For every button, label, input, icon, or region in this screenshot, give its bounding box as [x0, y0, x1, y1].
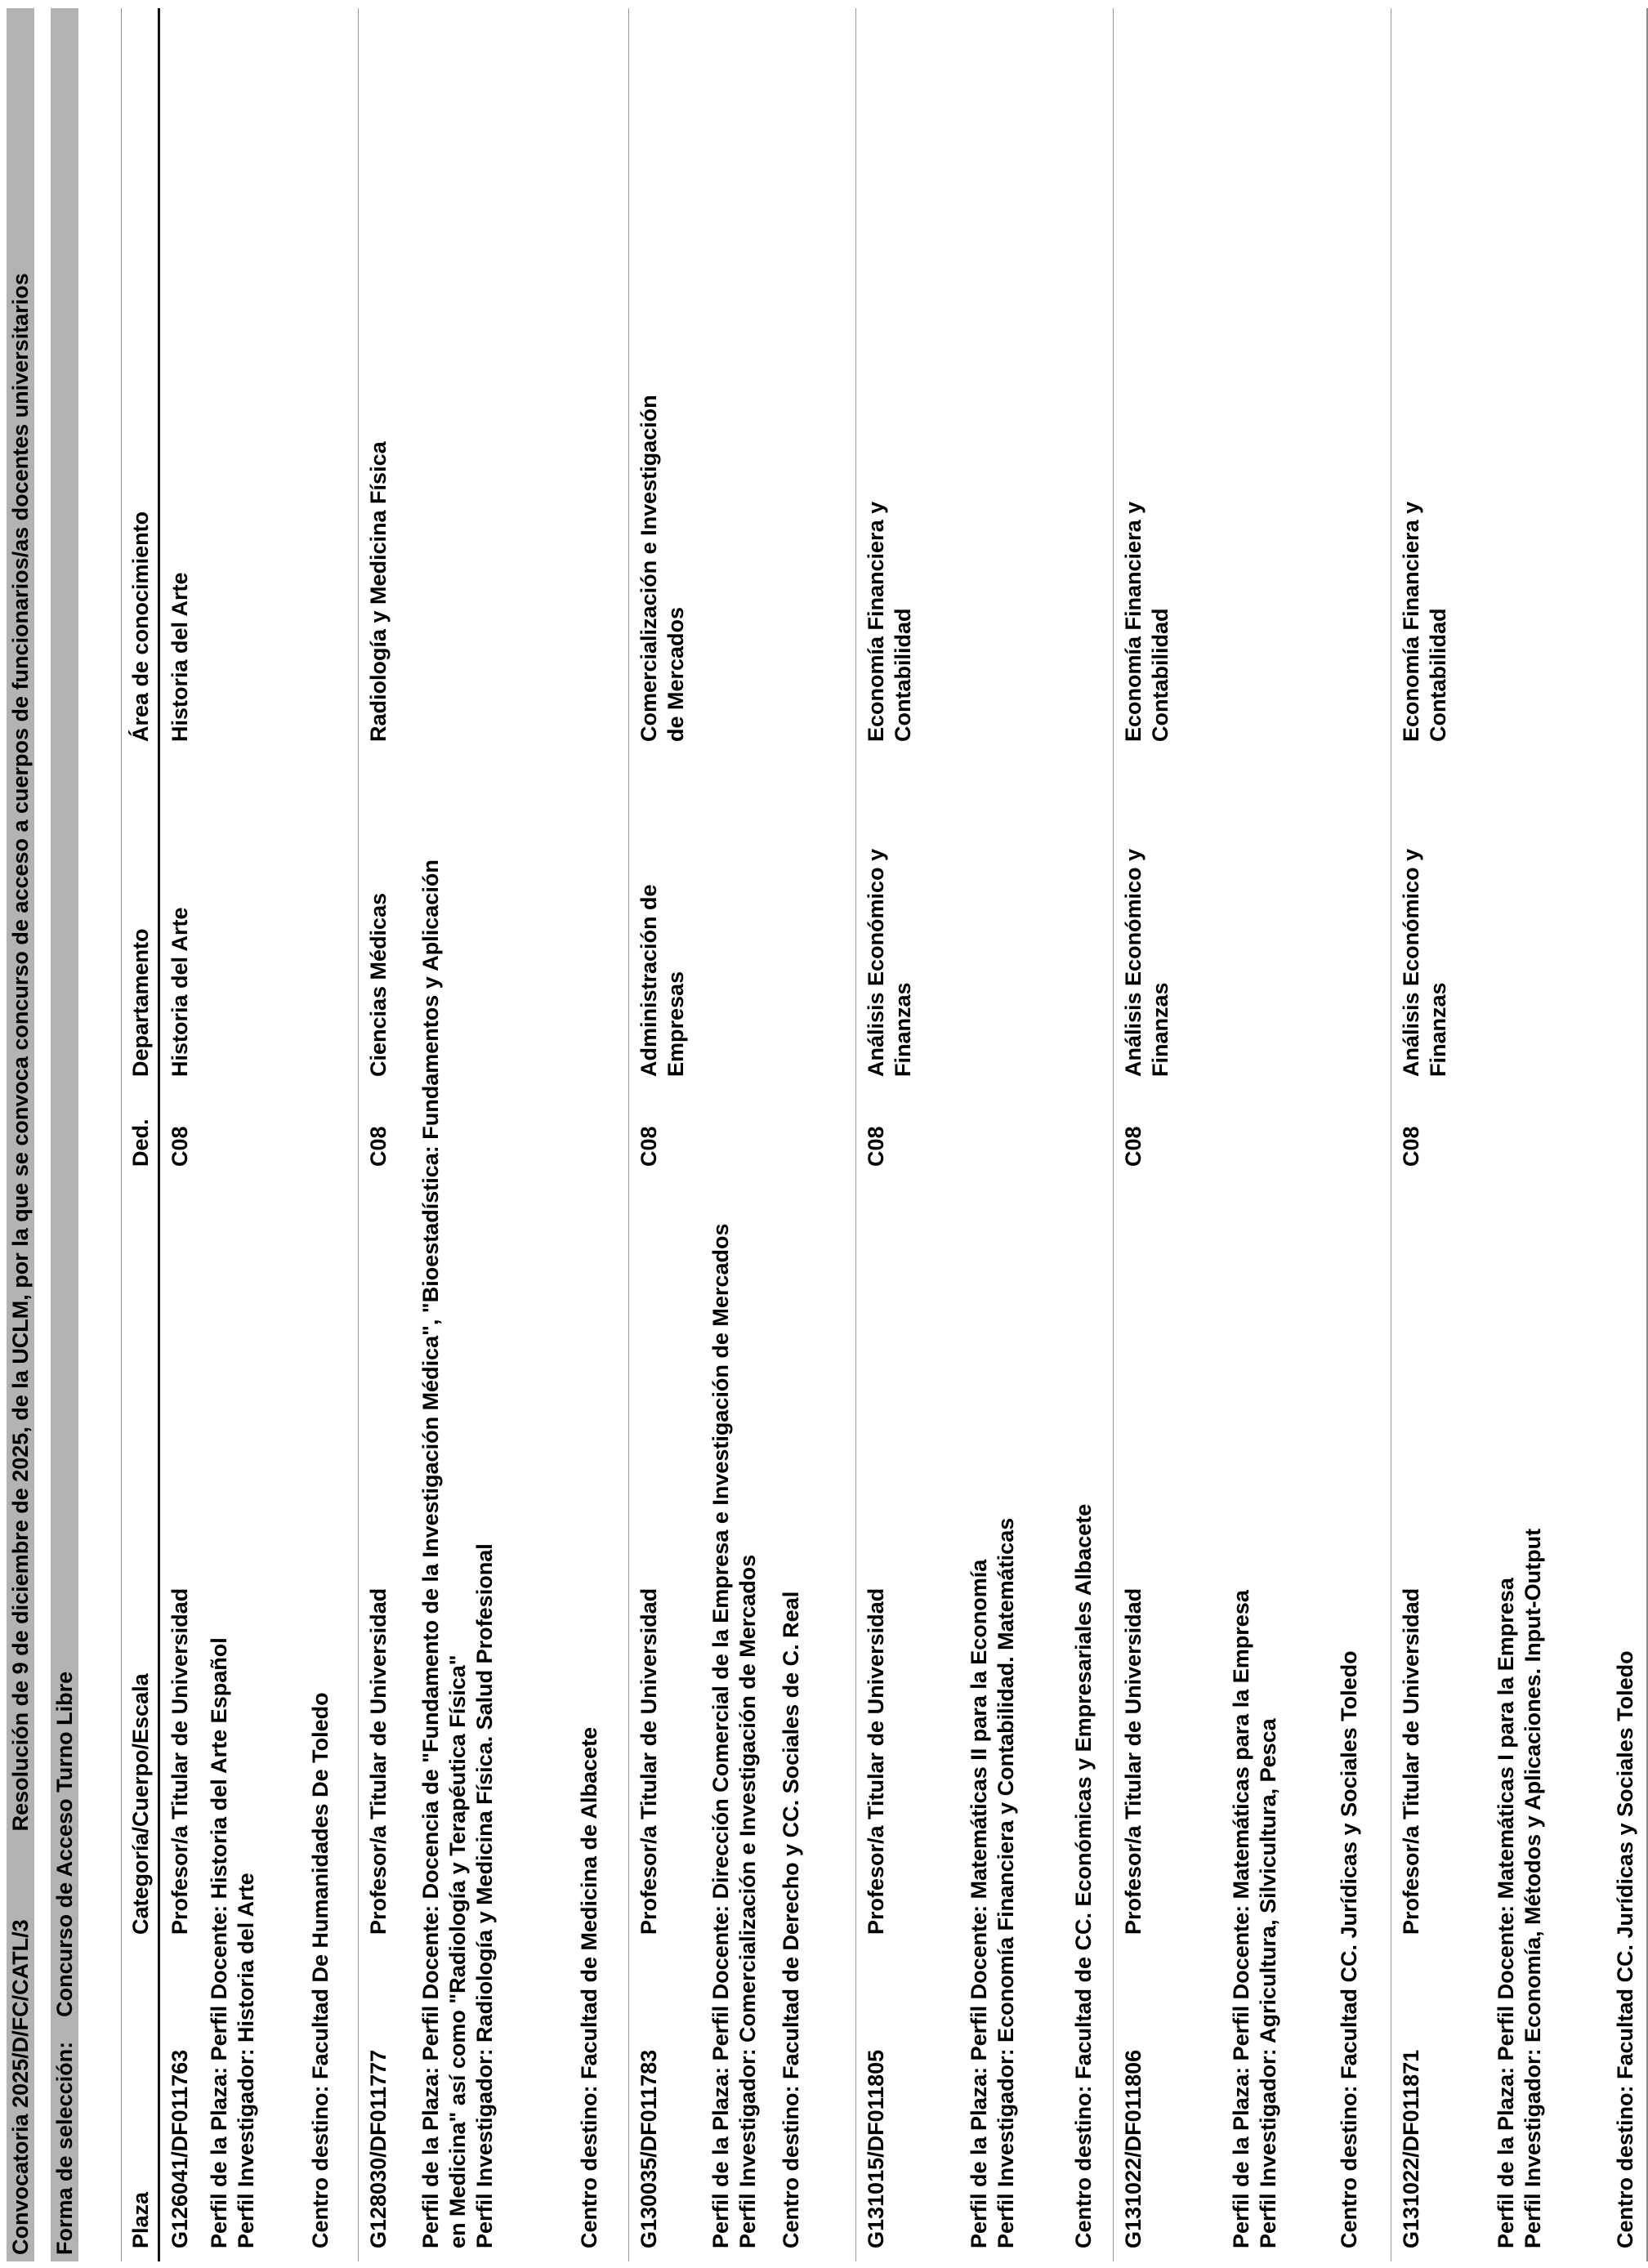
area-value: Radiología y Medicina Física [366, 441, 391, 742]
perfil-investigador: Perfil Investigador: Comercialización e Investigación de Mercados [735, 1554, 760, 2248]
centro-destino: Centro destino: Facultad CC. Jurídicas y Sociales Toledo [1613, 1650, 1637, 2248]
perfil-docente: Perfil de la Plaza: Perfil Docente: Docencia de "Fundamento de la Investigación Médica", "Bioestadística: Fundamentos y Aplicación [418, 859, 443, 2248]
ded-value: C08 [167, 1126, 192, 1167]
perfil-docente: Perfil de la Plaza: Perfil Docente: Matemáticas I para la Empresa [1494, 1578, 1518, 2248]
categoria-value: Profesor/a Titular de Universidad [864, 1587, 888, 1935]
table-row [856, 8, 1114, 2261]
table-row [160, 8, 359, 2261]
categoria-value: Profesor/a Titular de Universidad [1121, 1587, 1146, 1935]
header-area: Área de conocimiento [128, 511, 153, 742]
perfil-block [1228, 8, 1282, 2248]
forma-seleccion-value: Concurso de Acceso Turno Libre [51, 1671, 77, 2017]
plaza-code: G131015/DF011805 [864, 2049, 888, 2248]
area-value: Historia del Arte [167, 572, 192, 742]
plaza-code: G131022/DF011806 [1121, 2049, 1146, 2248]
ded-value: C08 [636, 1126, 661, 1167]
header-ded: Ded. [128, 1118, 153, 1167]
departamento-value: Análisis Económico y Finanzas [1399, 848, 1450, 1077]
perfil-investigador: Perfil Investigador: Historia del Arte [234, 1873, 258, 2248]
plaza-code: G128030/DF011777 [366, 2049, 391, 2248]
perfil-docente: Perfil de la Plaza: Perfil Docente: Dirección Comercial de la Empresa e Investigación de Mercados [708, 1223, 733, 2248]
selection-bar [51, 8, 78, 2261]
plaza-code: G126041/DF011763 [167, 2049, 192, 2248]
categoria-value: Profesor/a Titular de Universidad [1399, 1587, 1423, 1935]
categoria-value: Profesor/a Titular de Universidad [366, 1587, 391, 1935]
table-row [359, 8, 629, 2261]
perfil-investigador: Perfil Investigador: Economía Financiera y Contabilidad. Matemáticas [994, 1517, 1018, 2248]
perfil-docente: Perfil de la Plaza: Perfil Docente: Historia del Arte Español [207, 1637, 231, 2248]
area-value: Economía Financiera y Contabilidad [1399, 501, 1450, 742]
categoria-value: Profesor/a Titular de Universidad [636, 1587, 661, 1935]
header-departamento: Departamento [128, 928, 153, 1077]
perfil-block [1493, 8, 1547, 2248]
plaza-code: G131022/DF011871 [1399, 2049, 1423, 2248]
departamento-value: Ciencias Médicas [366, 892, 391, 1077]
perfil-docente-line2: en Medicina" así como "Radiología y Terapéutica Física" [445, 1654, 470, 2248]
table-row [1391, 8, 1648, 2261]
ded-value: C08 [864, 1126, 888, 1167]
ded-value: C08 [366, 1126, 391, 1167]
forma-seleccion-label: Forma de selección: [51, 2041, 77, 2255]
perfil-investigador: Perfil Investigador: Radiología y Medicina Física. Salud Profesional [472, 1543, 497, 2248]
perfil-block [206, 8, 260, 2248]
resolucion-title: Resolución de 9 de diciembre de 2025, de la UCLM, por la que se convoca concurso de acceso a cuerpos de funcionarios/as docentes universitarios [7, 273, 33, 1832]
perfil-investigador: Perfil Investigador: Agricultura, Silvicultura, Pesca [1256, 1718, 1280, 2248]
centro-destino: Centro destino: Facultad CC. Jurídicas y Sociales Toledo [1337, 1650, 1361, 2248]
departamento-value: Historia del Arte [167, 907, 192, 1077]
convocatoria-code: Convocatoria 2025/D/FC/CATL/3 [7, 1919, 33, 2255]
categoria-value: Profesor/a Titular de Universidad [167, 1587, 192, 1935]
perfil-block [418, 8, 498, 2248]
perfil-block [966, 8, 1020, 2248]
centro-destino: Centro destino: Facultad de CC. Económicas y Empresariales Albacete [1071, 1503, 1096, 2248]
area-value: Comercialización e Investigación de Mercados [636, 395, 688, 742]
table-row [629, 8, 856, 2261]
perfil-docente: Perfil de la Plaza: Perfil Docente: Matemáticas para la Empresa [1229, 1590, 1253, 2248]
ded-value: C08 [1399, 1126, 1423, 1167]
centro-destino: Centro destino: Facultad de Derecho y CC. Sociales de C. Real [779, 1591, 803, 2248]
perfil-block [708, 8, 761, 2248]
centro-destino: Centro destino: Facultad de Medicina de Albacete [577, 1726, 601, 2248]
perfil-docente: Perfil de la Plaza: Perfil Docente: Matemáticas II para la Economía [967, 1559, 991, 2248]
table-header [121, 8, 160, 2261]
header-plaza: Plaza [128, 2191, 153, 2248]
departamento-value: Administración de Empresas [636, 884, 688, 1077]
area-value: Economía Financiera y Contabilidad [1121, 501, 1172, 742]
area-value: Economía Financiera y Contabilidad [864, 501, 915, 742]
centro-destino: Centro destino: Facultad De Humanidades De Toledo [308, 1692, 333, 2248]
ded-value: C08 [1121, 1126, 1146, 1167]
plaza-code: G130035/DF011783 [636, 2049, 661, 2248]
departamento-value: Análisis Económico y Finanzas [1121, 848, 1172, 1077]
plazas-table [121, 8, 1648, 2261]
title-bar [7, 8, 34, 2261]
departamento-value: Análisis Económico y Finanzas [864, 848, 915, 1077]
header-categoria: Categoría/Cuerpo/Escala [128, 1673, 153, 1935]
perfil-investigador: Perfil Investigador: Economía, Métodos y Aplicaciones. Input-Output [1521, 1528, 1545, 2248]
table-row [1114, 8, 1391, 2261]
